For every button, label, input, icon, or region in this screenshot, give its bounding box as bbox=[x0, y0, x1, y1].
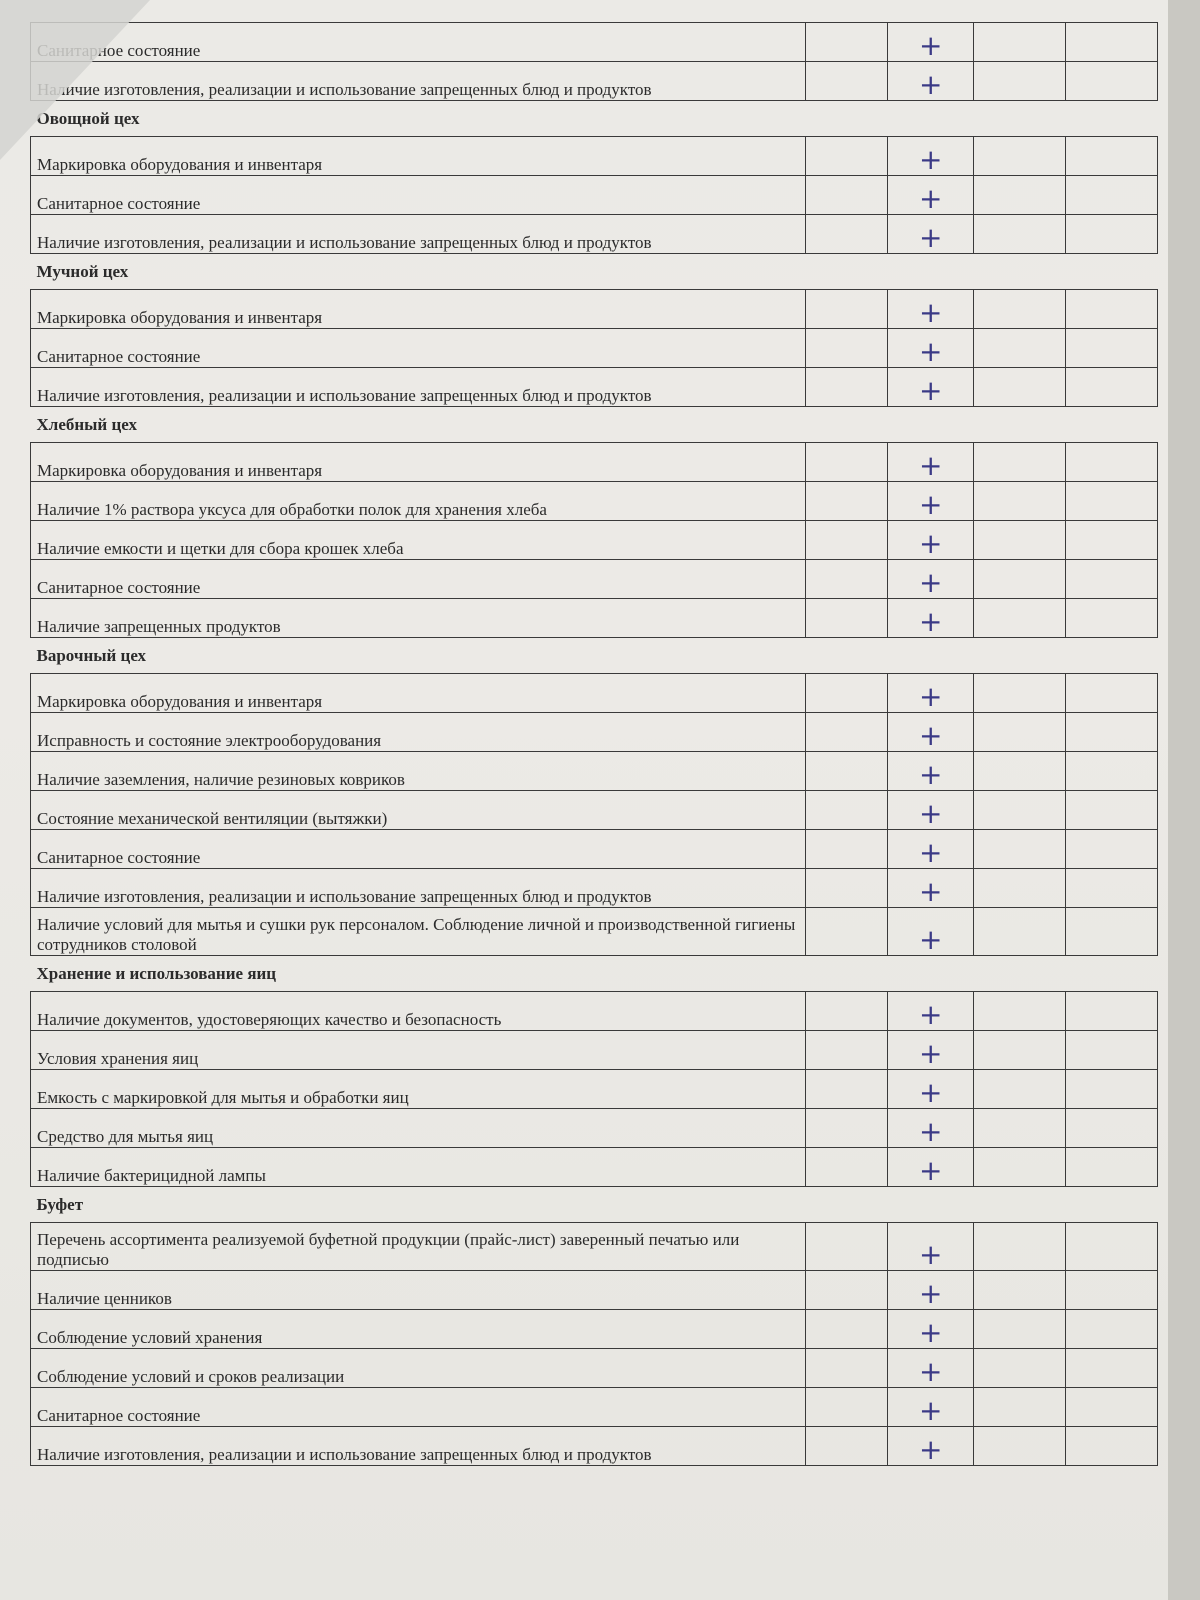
handwritten-plus-mark: + bbox=[918, 143, 943, 176]
checklist-row bbox=[31, 674, 1158, 713]
check-cell-yes bbox=[888, 521, 974, 560]
checklist-item-label: Санитарное состояние bbox=[31, 329, 806, 368]
check-cell-empty bbox=[1066, 176, 1158, 215]
section-title: Хранение и использование яиц bbox=[31, 956, 1158, 992]
folded-corner bbox=[0, 0, 150, 160]
check-cell-yes bbox=[888, 830, 974, 869]
handwritten-plus-mark: + bbox=[918, 29, 943, 62]
handwritten-plus-mark: + bbox=[918, 923, 943, 956]
checklist-item-label: Наличие 1% раствора уксуса для обработки полок для хранения хлеба bbox=[31, 482, 806, 521]
check-cell-empty bbox=[1066, 482, 1158, 521]
checklist-item-label: Исправность и состояние электрооборудования bbox=[31, 713, 806, 752]
checklist-row bbox=[31, 869, 1158, 908]
check-cell-empty bbox=[806, 1349, 888, 1388]
check-cell-empty bbox=[806, 329, 888, 368]
checklist-item-label: Соблюдение условий хранения bbox=[31, 1310, 806, 1349]
check-cell-empty bbox=[974, 908, 1066, 956]
check-cell-empty bbox=[806, 599, 888, 638]
handwritten-plus-mark: + bbox=[918, 182, 943, 215]
check-cell-yes bbox=[888, 1310, 974, 1349]
check-cell-empty bbox=[806, 443, 888, 482]
checklist-row bbox=[31, 62, 1158, 101]
handwritten-plus-mark: + bbox=[918, 221, 943, 254]
check-cell-empty bbox=[1066, 908, 1158, 956]
check-cell-empty bbox=[1066, 1109, 1158, 1148]
check-cell-empty bbox=[974, 521, 1066, 560]
check-cell-empty bbox=[1066, 137, 1158, 176]
handwritten-plus-mark: + bbox=[918, 1238, 943, 1271]
checklist-item-label: Наличие изготовления, реализации и использование запрещенных блюд и продуктов bbox=[31, 869, 806, 908]
checklist-item-label: Состояние механической вентиляции (вытяжки) bbox=[31, 791, 806, 830]
check-cell-empty bbox=[1066, 1070, 1158, 1109]
check-cell-empty bbox=[974, 830, 1066, 869]
checklist-item-label: Соблюдение условий и сроков реализации bbox=[31, 1349, 806, 1388]
check-cell-yes bbox=[888, 713, 974, 752]
section-header-row bbox=[31, 407, 1158, 443]
check-cell-yes bbox=[888, 1223, 974, 1271]
check-cell-empty bbox=[974, 1223, 1066, 1271]
check-cell-yes bbox=[888, 752, 974, 791]
checklist-row bbox=[31, 1427, 1158, 1466]
checklist-item-label: Маркировка оборудования и инвентаря bbox=[31, 137, 806, 176]
handwritten-plus-mark: + bbox=[918, 719, 943, 752]
check-cell-empty bbox=[1066, 1148, 1158, 1187]
check-cell-empty bbox=[1066, 62, 1158, 101]
handwritten-plus-mark: + bbox=[918, 488, 943, 521]
check-cell-empty bbox=[806, 176, 888, 215]
checklist-item-label: Наличие документов, удостоверяющих качество и безопасность bbox=[31, 992, 806, 1031]
handwritten-plus-mark: + bbox=[918, 1277, 943, 1310]
check-cell-empty bbox=[1066, 1427, 1158, 1466]
checklist-item-label: Наличие ценников bbox=[31, 1271, 806, 1310]
check-cell-empty bbox=[974, 1271, 1066, 1310]
check-cell-empty bbox=[806, 62, 888, 101]
section-header-row bbox=[31, 1187, 1158, 1223]
checklist-item-label: Емкость с маркировкой для мытья и обработки яиц bbox=[31, 1070, 806, 1109]
check-cell-empty bbox=[806, 1109, 888, 1148]
handwritten-plus-mark: + bbox=[918, 1355, 943, 1388]
checklist-row bbox=[31, 521, 1158, 560]
check-cell-empty bbox=[1066, 1388, 1158, 1427]
check-cell-empty bbox=[1066, 23, 1158, 62]
handwritten-plus-mark: + bbox=[918, 797, 943, 830]
check-cell-empty bbox=[1066, 830, 1158, 869]
section-header-row bbox=[31, 638, 1158, 674]
handwritten-plus-mark: + bbox=[918, 296, 943, 329]
checklist-item-label: Наличие емкости и щетки для сбора крошек хлеба bbox=[31, 521, 806, 560]
checklist-row bbox=[31, 791, 1158, 830]
checklist-item-label: Санитарное состояние bbox=[31, 23, 806, 62]
handwritten-plus-mark: + bbox=[918, 1037, 943, 1070]
checklist-item-label: Наличие изготовления, реализации и использование запрещенных блюд и продуктов bbox=[31, 1427, 806, 1466]
check-cell-empty bbox=[1066, 1223, 1158, 1271]
check-cell-yes bbox=[888, 176, 974, 215]
handwritten-plus-mark: + bbox=[918, 998, 943, 1031]
checklist-item-label: Средство для мытья яиц bbox=[31, 1109, 806, 1148]
check-cell-yes bbox=[888, 1427, 974, 1466]
check-cell-empty bbox=[806, 1310, 888, 1349]
checklist-row bbox=[31, 290, 1158, 329]
checklist-item-label: Наличие заземления, наличие резиновых ковриков bbox=[31, 752, 806, 791]
check-cell-empty bbox=[806, 1388, 888, 1427]
handwritten-plus-mark: + bbox=[918, 680, 943, 713]
handwritten-plus-mark: + bbox=[918, 1154, 943, 1187]
checklist-item-label: Наличие условий для мытья и сушки рук персоналом. Соблюдение личной и производственной гигиены сотрудников столовой bbox=[31, 908, 806, 956]
checklist-row bbox=[31, 1148, 1158, 1187]
section-header-row bbox=[31, 101, 1158, 137]
checklist-row bbox=[31, 1031, 1158, 1070]
check-cell-empty bbox=[1066, 599, 1158, 638]
checklist-item-label: Наличие бактерицидной лампы bbox=[31, 1148, 806, 1187]
check-cell-empty bbox=[806, 1427, 888, 1466]
check-cell-empty bbox=[806, 23, 888, 62]
handwritten-plus-mark: + bbox=[918, 875, 943, 908]
section-title: Варочный цех bbox=[31, 638, 1158, 674]
checklist-row bbox=[31, 560, 1158, 599]
check-cell-empty bbox=[1066, 713, 1158, 752]
checklist-item-label: Маркировка оборудования и инвентаря bbox=[31, 674, 806, 713]
checklist-row bbox=[31, 482, 1158, 521]
check-cell-yes bbox=[888, 290, 974, 329]
check-cell-empty bbox=[806, 674, 888, 713]
checklist-item-label: Наличие изготовления, реализации и использование запрещенных блюд и продуктов bbox=[31, 368, 806, 407]
checklist-row bbox=[31, 1388, 1158, 1427]
handwritten-plus-mark: + bbox=[918, 1115, 943, 1148]
check-cell-empty bbox=[974, 1148, 1066, 1187]
check-cell-empty bbox=[806, 482, 888, 521]
check-cell-empty bbox=[1066, 560, 1158, 599]
checklist-row bbox=[31, 908, 1158, 956]
check-cell-empty bbox=[1066, 215, 1158, 254]
check-cell-empty bbox=[1066, 368, 1158, 407]
check-cell-yes bbox=[888, 908, 974, 956]
check-cell-empty bbox=[974, 290, 1066, 329]
checklist-row bbox=[31, 830, 1158, 869]
check-cell-empty bbox=[974, 869, 1066, 908]
checklist-row bbox=[31, 992, 1158, 1031]
checklist-row bbox=[31, 752, 1158, 791]
checklist-row bbox=[31, 215, 1158, 254]
check-cell-empty bbox=[806, 908, 888, 956]
check-cell-yes bbox=[888, 137, 974, 176]
checklist-row bbox=[31, 443, 1158, 482]
check-cell-empty bbox=[806, 1070, 888, 1109]
check-cell-empty bbox=[806, 713, 888, 752]
checklist-item-label: Условия хранения яиц bbox=[31, 1031, 806, 1070]
check-cell-empty bbox=[1066, 1349, 1158, 1388]
handwritten-plus-mark: + bbox=[918, 374, 943, 407]
check-cell-empty bbox=[1066, 869, 1158, 908]
checklist-row bbox=[31, 713, 1158, 752]
check-cell-empty bbox=[974, 1349, 1066, 1388]
check-cell-empty bbox=[974, 23, 1066, 62]
section-header-row bbox=[31, 956, 1158, 992]
check-cell-empty bbox=[1066, 1031, 1158, 1070]
section-header-row bbox=[31, 254, 1158, 290]
checklist-row bbox=[31, 599, 1158, 638]
check-cell-yes bbox=[888, 329, 974, 368]
check-cell-empty bbox=[806, 1031, 888, 1070]
section-title: Овощной цех bbox=[31, 101, 1158, 137]
check-cell-empty bbox=[806, 869, 888, 908]
check-cell-yes bbox=[888, 1388, 974, 1427]
checklist-row bbox=[31, 368, 1158, 407]
check-cell-empty bbox=[974, 482, 1066, 521]
check-cell-yes bbox=[888, 869, 974, 908]
check-cell-yes bbox=[888, 1148, 974, 1187]
check-cell-yes bbox=[888, 215, 974, 254]
check-cell-empty bbox=[974, 215, 1066, 254]
check-cell-yes bbox=[888, 368, 974, 407]
check-cell-empty bbox=[974, 791, 1066, 830]
check-cell-empty bbox=[1066, 290, 1158, 329]
checklist-item-label: Маркировка оборудования и инвентаря bbox=[31, 443, 806, 482]
checklist-item-label: Санитарное состояние bbox=[31, 176, 806, 215]
handwritten-plus-mark: + bbox=[918, 1433, 943, 1466]
check-cell-empty bbox=[974, 599, 1066, 638]
check-cell-empty bbox=[1066, 329, 1158, 368]
check-cell-empty bbox=[806, 992, 888, 1031]
section-title: Хлебный цех bbox=[31, 407, 1158, 443]
check-cell-empty bbox=[806, 137, 888, 176]
check-cell-empty bbox=[974, 1427, 1066, 1466]
check-cell-empty bbox=[974, 1070, 1066, 1109]
check-cell-yes bbox=[888, 1271, 974, 1310]
checklist-row bbox=[31, 1349, 1158, 1388]
check-cell-empty bbox=[806, 368, 888, 407]
checklist-item-label: Наличие изготовления, реализации и использование запрещенных блюд и продуктов bbox=[31, 62, 806, 101]
check-cell-empty bbox=[806, 1148, 888, 1187]
section-title: Мучной цех bbox=[31, 254, 1158, 290]
check-cell-yes bbox=[888, 1349, 974, 1388]
checklist-item-label: Перечень ассортимента реализуемой буфетной продукции (прайс-лист) заверенный печатью или подписью bbox=[31, 1223, 806, 1271]
check-cell-empty bbox=[1066, 674, 1158, 713]
check-cell-yes bbox=[888, 791, 974, 830]
check-cell-empty bbox=[974, 62, 1066, 101]
check-cell-empty bbox=[1066, 521, 1158, 560]
handwritten-plus-mark: + bbox=[918, 1076, 943, 1109]
check-cell-empty bbox=[974, 1031, 1066, 1070]
check-cell-yes bbox=[888, 1070, 974, 1109]
handwritten-plus-mark: + bbox=[918, 566, 943, 599]
checklist-item-label: Маркировка оборудования и инвентаря bbox=[31, 290, 806, 329]
check-cell-empty bbox=[1066, 443, 1158, 482]
check-cell-yes bbox=[888, 482, 974, 521]
check-cell-empty bbox=[806, 752, 888, 791]
check-cell-empty bbox=[806, 521, 888, 560]
check-cell-empty bbox=[974, 176, 1066, 215]
check-cell-empty bbox=[1066, 1271, 1158, 1310]
checklist-item-label: Санитарное состояние bbox=[31, 830, 806, 869]
check-cell-empty bbox=[974, 368, 1066, 407]
check-cell-empty bbox=[974, 137, 1066, 176]
check-cell-empty bbox=[1066, 752, 1158, 791]
checklist-row bbox=[31, 1310, 1158, 1349]
check-cell-yes bbox=[888, 599, 974, 638]
handwritten-plus-mark: + bbox=[918, 605, 943, 638]
check-cell-empty bbox=[974, 752, 1066, 791]
check-cell-empty bbox=[1066, 992, 1158, 1031]
check-cell-empty bbox=[806, 1271, 888, 1310]
checklist-row bbox=[31, 176, 1158, 215]
check-cell-yes bbox=[888, 23, 974, 62]
check-cell-empty bbox=[974, 1310, 1066, 1349]
check-cell-empty bbox=[806, 791, 888, 830]
checklist-item-label: Санитарное состояние bbox=[31, 1388, 806, 1427]
handwritten-plus-mark: + bbox=[918, 449, 943, 482]
checklist-row bbox=[31, 329, 1158, 368]
checklist-item-label: Санитарное состояние bbox=[31, 560, 806, 599]
check-cell-empty bbox=[806, 290, 888, 329]
handwritten-plus-mark: + bbox=[918, 1316, 943, 1349]
checklist-row bbox=[31, 23, 1158, 62]
check-cell-empty bbox=[974, 713, 1066, 752]
section-title: Буфет bbox=[31, 1187, 1158, 1223]
checklist-row bbox=[31, 1223, 1158, 1271]
check-cell-empty bbox=[974, 560, 1066, 599]
check-cell-empty bbox=[1066, 1310, 1158, 1349]
check-cell-yes bbox=[888, 443, 974, 482]
handwritten-plus-mark: + bbox=[918, 68, 943, 101]
check-cell-empty bbox=[974, 674, 1066, 713]
check-cell-yes bbox=[888, 62, 974, 101]
check-cell-empty bbox=[1066, 791, 1158, 830]
checklist-item-label: Наличие запрещенных продуктов bbox=[31, 599, 806, 638]
check-cell-yes bbox=[888, 560, 974, 599]
checklist-row bbox=[31, 1109, 1158, 1148]
check-cell-yes bbox=[888, 1109, 974, 1148]
check-cell-yes bbox=[888, 674, 974, 713]
checklist-item-label: Наличие изготовления, реализации и использование запрещенных блюд и продуктов bbox=[31, 215, 806, 254]
check-cell-empty bbox=[806, 560, 888, 599]
inspection-checklist-table bbox=[30, 22, 1158, 1466]
check-cell-yes bbox=[888, 1031, 974, 1070]
handwritten-plus-mark: + bbox=[918, 1394, 943, 1427]
check-cell-empty bbox=[974, 1388, 1066, 1427]
handwritten-plus-mark: + bbox=[918, 836, 943, 869]
check-cell-empty bbox=[974, 443, 1066, 482]
check-cell-empty bbox=[806, 1223, 888, 1271]
handwritten-plus-mark: + bbox=[918, 758, 943, 791]
check-cell-empty bbox=[806, 830, 888, 869]
checklist-row bbox=[31, 1070, 1158, 1109]
checklist-row bbox=[31, 1271, 1158, 1310]
handwritten-plus-mark: + bbox=[918, 335, 943, 368]
checklist-row bbox=[31, 137, 1158, 176]
check-cell-empty bbox=[974, 1109, 1066, 1148]
check-cell-empty bbox=[806, 215, 888, 254]
check-cell-empty bbox=[974, 329, 1066, 368]
check-cell-yes bbox=[888, 992, 974, 1031]
check-cell-empty bbox=[974, 992, 1066, 1031]
handwritten-plus-mark: + bbox=[918, 527, 943, 560]
